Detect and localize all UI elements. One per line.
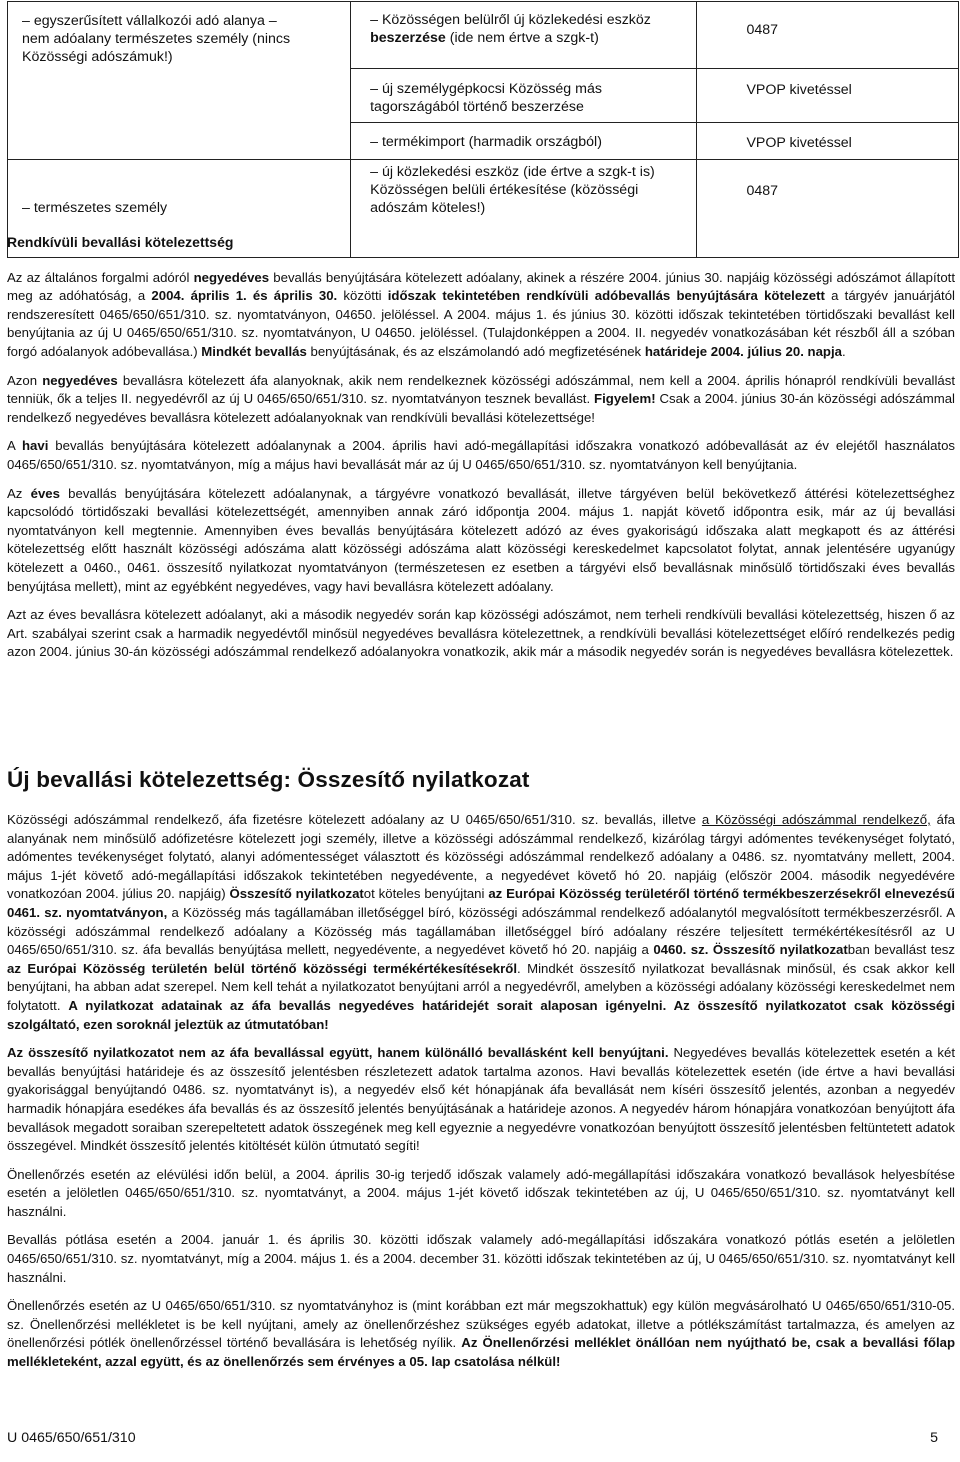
text-emphasis: éves (30, 485, 60, 501)
text-run: ban bevallást tesz (847, 942, 955, 958)
text-run: . Mindkét összesítő nyilatkozat bevallásnak minősül, és csak akkor kell benyújtani, ha abban adat szerepel. Nem kell tehát a nyilatkozatot benyújtani arról a negyedévről, amelyben a közösségi adóalany közösségi kereskedelmet nem folytatott. (7, 960, 955, 1013)
paragraph (7, 372, 955, 428)
table-cell-code: 0487 (746, 22, 778, 38)
text-run: bevallás benyújtására kötelezett adóalanynak, a tárgyévre vonatkozó bevallását, illetve tárgyéven belül bekövetkező áttérési kötelezettséghez kapcsolódó törtidőszaki bevallási kötelezettségét, amennyiben annak záró időpontja 2004. május 1. napját követő időpontra esik, már az új bevallási nyomtatványon kell megtennie. Amennyiben éves bevallás benyújtására kötelezett adózó az éves gyakoriságú időszaka alatt megkapott és az áttérési kötelezettség előtt használt közösségi adószáma alatt közösségi adószáma alatt közösségi kereskedelmet kapcsolatot folytat, annak jelentésére ugyanúgy kötelezett a 0460., 0461. összesítő nyilatkozat nyomtatványon (természetesen ez esetben a tárgyévi első bevallásnak minősülő törtidőszaki éves bevallás benyújtása mellett), mint az egyébként negyedéves, vagy havi bevallásra kötelezett adóalany. (7, 485, 955, 594)
text-emphasis: 2004. április 1. és április 30. (151, 288, 338, 304)
paragraph: Önellenőrzés esetén az elévülési időn belül, a 2004. április 30-ig terjedő időszak valamely adó-megállapítási időszakára vonatkozó bevallások helyesbítése esetén a jelöletlen 0465/650/651/310. sz. nyomtatványt, a 2004. május 1-jét követő időszak tekintetében az új, U 0465/650/651/310. sz. nyomtatványt kell használni. (7, 1166, 955, 1219)
text-run: bevallás benyújtására kötelezett adóalanynak a 2004. április havi adó-megállapítási időszakra vonatkozó adóbevallását az év elejétől használatos 0465/650/651/310. sz. nyomtatványon, míg a május havi bevallását már az új U 0465/650/651/310. sz. nyomtatványon kell benyújtania. (7, 438, 956, 472)
table-cell (351, 69, 697, 123)
table-cell (697, 123, 959, 160)
text-run: . (841, 343, 846, 359)
page-number: 5 (930, 1430, 938, 1446)
text-run: benyújtásának, és az elszámolandó adó megfizetésének (306, 343, 645, 359)
text-run: Az az általános forgalmi adóról (7, 269, 194, 285)
table-cell (351, 2, 697, 69)
text-run: Csak a 2004. június 30-án közösségi adószámmal rendelkező negyedéves bevallásra kötelezett adóalanyoknak van rendkívüli bevallási kötelezettsége! (7, 391, 955, 425)
table-cell-text: (ide nem értve a szgk-t) (445, 30, 599, 46)
table-cell-text: – egyszerűsített vállalkozói adó alanya – nem adóalany természetes személy (nincs Közösségi adószámuk!) (22, 13, 291, 65)
section-heading: Rendkívüli bevallási kötelezettség (7, 234, 234, 250)
text-emphasis: Figyelem! (594, 391, 656, 407)
text-emphasis: Összesítő nyilatkozat (229, 886, 364, 902)
section-title: Új bevallási kötelezettség: Összesítő nyilatkozat (7, 767, 530, 792)
text-emphasis: Az összesítő nyilatkozatot nem az áfa bevallással együtt, hanem különálló bevallásként kell benyújtani. (7, 1045, 669, 1061)
text-emphasis: időszak tekintetében rendkívüli adóbevallás benyújtására kötelezett (387, 288, 825, 304)
paragraph (7, 1297, 955, 1371)
text-run: a tárgyév januárjától rendszeresített 0465/650/651/310. sz. nyomtatványon, 04650. jelöléssel. A 2004. május 1. és június 30. közötti időszak tekintetében törtidőszaki bevallást kell benyújtania az új U 0465/650/651/310. sz. nyomtatványon, U 04650. jelöléssel. (Tulajdonképpen a 2004. II. negyedév vonatkozásában két részből áll a szóban forgó adóalanyok adóbevallása.) (7, 288, 955, 359)
table-cell (351, 123, 697, 160)
text-run: a Közösség más tagállamában illetőséggel bíró, közösségi adószámmal rendelkező adóalanytól megvalósított termékbeszerzésről. A közösségi adószámmal rendelkező adóalany a Közösség más tagállamában illetőséggel bíró adóalany részére teljesített termékértékesítésről az U 0465/650/651/310. sz. áfa bevallás benyújtása mellett, negyedévente, a negyedévet követő hó 20. napjáig a (7, 904, 955, 958)
table-cell-emphasis: beszerzése (370, 30, 446, 46)
table-cell-text: – új közlekedési eszköz (ide értve a szgk-t is) Közösségen belüli értékesítése (közösségi adószám köteles!) (370, 164, 655, 216)
footer-form-code: U 0465/650/651/310 (7, 1430, 136, 1446)
form-code-table (7, 1, 959, 258)
paragraph (7, 269, 955, 362)
table-cell-text: – Közösségen belülről új közlekedési eszköz (370, 12, 651, 28)
text-run: Azon (7, 372, 43, 388)
text-run: közötti (337, 288, 388, 304)
table-cell-text: – termékimport (harmadik országból) (370, 134, 602, 150)
text-run: A (7, 438, 22, 454)
text-emphasis: az Európai Közösség területéről történő termékbeszerzésekről elnevezésű 0461. sz. nyomtatványon, (7, 886, 955, 920)
paragraph: Azt az éves bevallásra kötelezett adóalanyt, aki a második negyedév során kap közösségi adószámot, nem terheli rendkívüli bevallási kötelezettség, hiszen ő az Art. szabályai szerint csak a harmadik negyedévtől minősül negyedéves bevallásra kötelezettnek, a rendkívüli bevallási kötelezettséget előíró rendelkezés pedig azon 2004. június 30-án közösségi adószámmal rendelkező adóalanyokra vonatkozik, akik már a második negyedév során is negyedéves bevallásra kötelezettek. (7, 607, 955, 660)
section-summary-statement (7, 767, 955, 1382)
paragraph (7, 811, 955, 1034)
text-run: Negyedéves bevallás kötelezettek esetén a két bevallás benyújtási határideje és az összesítő jelentésben részletezett adatok tartalma azonos. Havi bevallás kötelezettek esetén (ide értve a havi bevallási gyakorisággal benyújtandó 0486. sz. nyomtatványt is), a negyedév első két hónapjának áfa bevallását nem kíséri összesítő jelentés, azonban a negyedév harmadik hónapjára esedékes áfa bevallás és az összesítő jelentés benyújtásának a határideje azonos. A negyedév három hónapjára vonatkozóan benyújtott áfa bevallások megadott soraiban szerepeltetett adatok összegének meg kell egyeznie a negyedévre vonatkozóan benyújtott összesítő jelentésben feltüntetett adatok összegével. Mindkét összesítő jelentés kitöltését külön útmutató segíti! (7, 1045, 955, 1154)
text-emphasis: havi (21, 438, 49, 454)
table-cell-code: VPOP kivetéssel (746, 135, 852, 151)
text-emphasis: 0460. sz. Összesítő nyilatkozat (653, 942, 848, 958)
text-emphasis: Az Önellenőrzési melléklet önállóan nem nyújtható be, csak a bevallási főlap mellékleteként, azzal együtt, és az önellenőrzés sem érvényes a 05. lap csatolása nélkül! (7, 1335, 955, 1370)
table-cell-code: VPOP kivetéssel (746, 82, 852, 98)
text-emphasis: határideje 2004. július 20. napja (644, 343, 842, 359)
table-row (8, 2, 959, 69)
text-run: bevallásra kötelezett áfa alanyoknak, akik nem rendelkeznek közösségi adószámmal, nem kell a 2004. április hónapról rendkívüli bevallást tenniük, ők a teljes II. negyedévről az új U 0465/650/651/310. sz. nyomtatványon tesznek bevallást. (7, 372, 955, 407)
section-extraordinary-return (7, 233, 955, 672)
table-cell-text: – új személygépkocsi Közösség más tagországából történő beszerzése (370, 81, 602, 115)
text-run: Az (7, 485, 31, 501)
table-cell (8, 2, 351, 160)
page-footer (7, 1430, 938, 1446)
paragraph (7, 1044, 955, 1156)
text-run: Önellenőrzés esetén az U 0465/650/651/310. sz nyomtatványhoz is (mint korábban ezt már megszokhattuk) egy külön megvásárolható U 0465/650/651/310-05. sz. Önellenőrzési mellékletet is be kell nyújtani, amely az önellenőrzéshez szükséges egyéb adatokat, illetve a pótlékszámítást tartalmazza, és amelyen az önellenőrzési pótlék önellenőrzéssel történő bevallására is lehetőség nyílik. (7, 1298, 955, 1351)
text-underlined: a Közösségi adószámmal rendelkező, (701, 812, 931, 827)
paragraph: Bevallás pótlása esetén a 2004. január 1. és április 30. közötti időszak valamely adó-megállapítási időszakára vonatkozó pótlás esetén a jelöletlen 0465/650/651/310. sz. nyomtatványt, míg a 2004. május 1. és a 2004. december 31. közötti időszak tekintetében az új, U 0465/650/651/310. sz. nyomtatványt kell használni. (7, 1232, 955, 1285)
text-emphasis: A nyilatkozat adatainak az áfa bevallás negyedéves határidejét sorait alaposan igényelni. Az összesítő nyilatkozatot csak közösségi szolgáltató, ezen soroknál jeleztük az útmutatóban! (7, 997, 955, 1032)
text-emphasis: az Európai Közösség területén belül történő közösségi termékértékesítésekről (7, 960, 517, 976)
table-cell (697, 69, 959, 123)
text-emphasis: negyedéves (42, 372, 118, 388)
paragraph (7, 485, 955, 597)
table-cell-text: – természetes személy (22, 200, 168, 216)
text-emphasis: Mindkét bevallás (201, 343, 307, 359)
paragraph (7, 437, 955, 474)
table-cell-code: 0487 (746, 183, 778, 199)
text-run: Közösségi adószámmal rendelkező, áfa fizetésre kötelezett adóalany az U 0465/650/651/310. sz. bevallás, illetve (7, 812, 702, 827)
text-run: bevallás benyújtására kötelezett adóalany, akinek a részére 2004. június 30. napjáig közösségi adószámot állapított meg az adóhatóság, a (7, 269, 955, 304)
text-run: ot köteles benyújtani (363, 886, 489, 902)
table-cell (697, 2, 959, 69)
text-emphasis: negyedéves (193, 269, 270, 285)
text-run: áfa alanyának nem minősülő adófizetésre kötelezett jogi személy, illetve a közösségi adószámmal rendelkező, kizárólag tárgyi adómentes tevékenységet folytató, adómentes tevékenységet folytató, alanyi adómentességet választott és közösségi adószámmal rendelkező adóalany a 0486. sz. nyomtatvány mellett, 2004. május 1-jét követő adó-megállapítási időszakok tekintetében negyedévente, a negyedévet követő hó 20. napjáig (először 2004. második negyedévére vonatkozóan 2004. július 20. napjáig) (7, 812, 955, 902)
